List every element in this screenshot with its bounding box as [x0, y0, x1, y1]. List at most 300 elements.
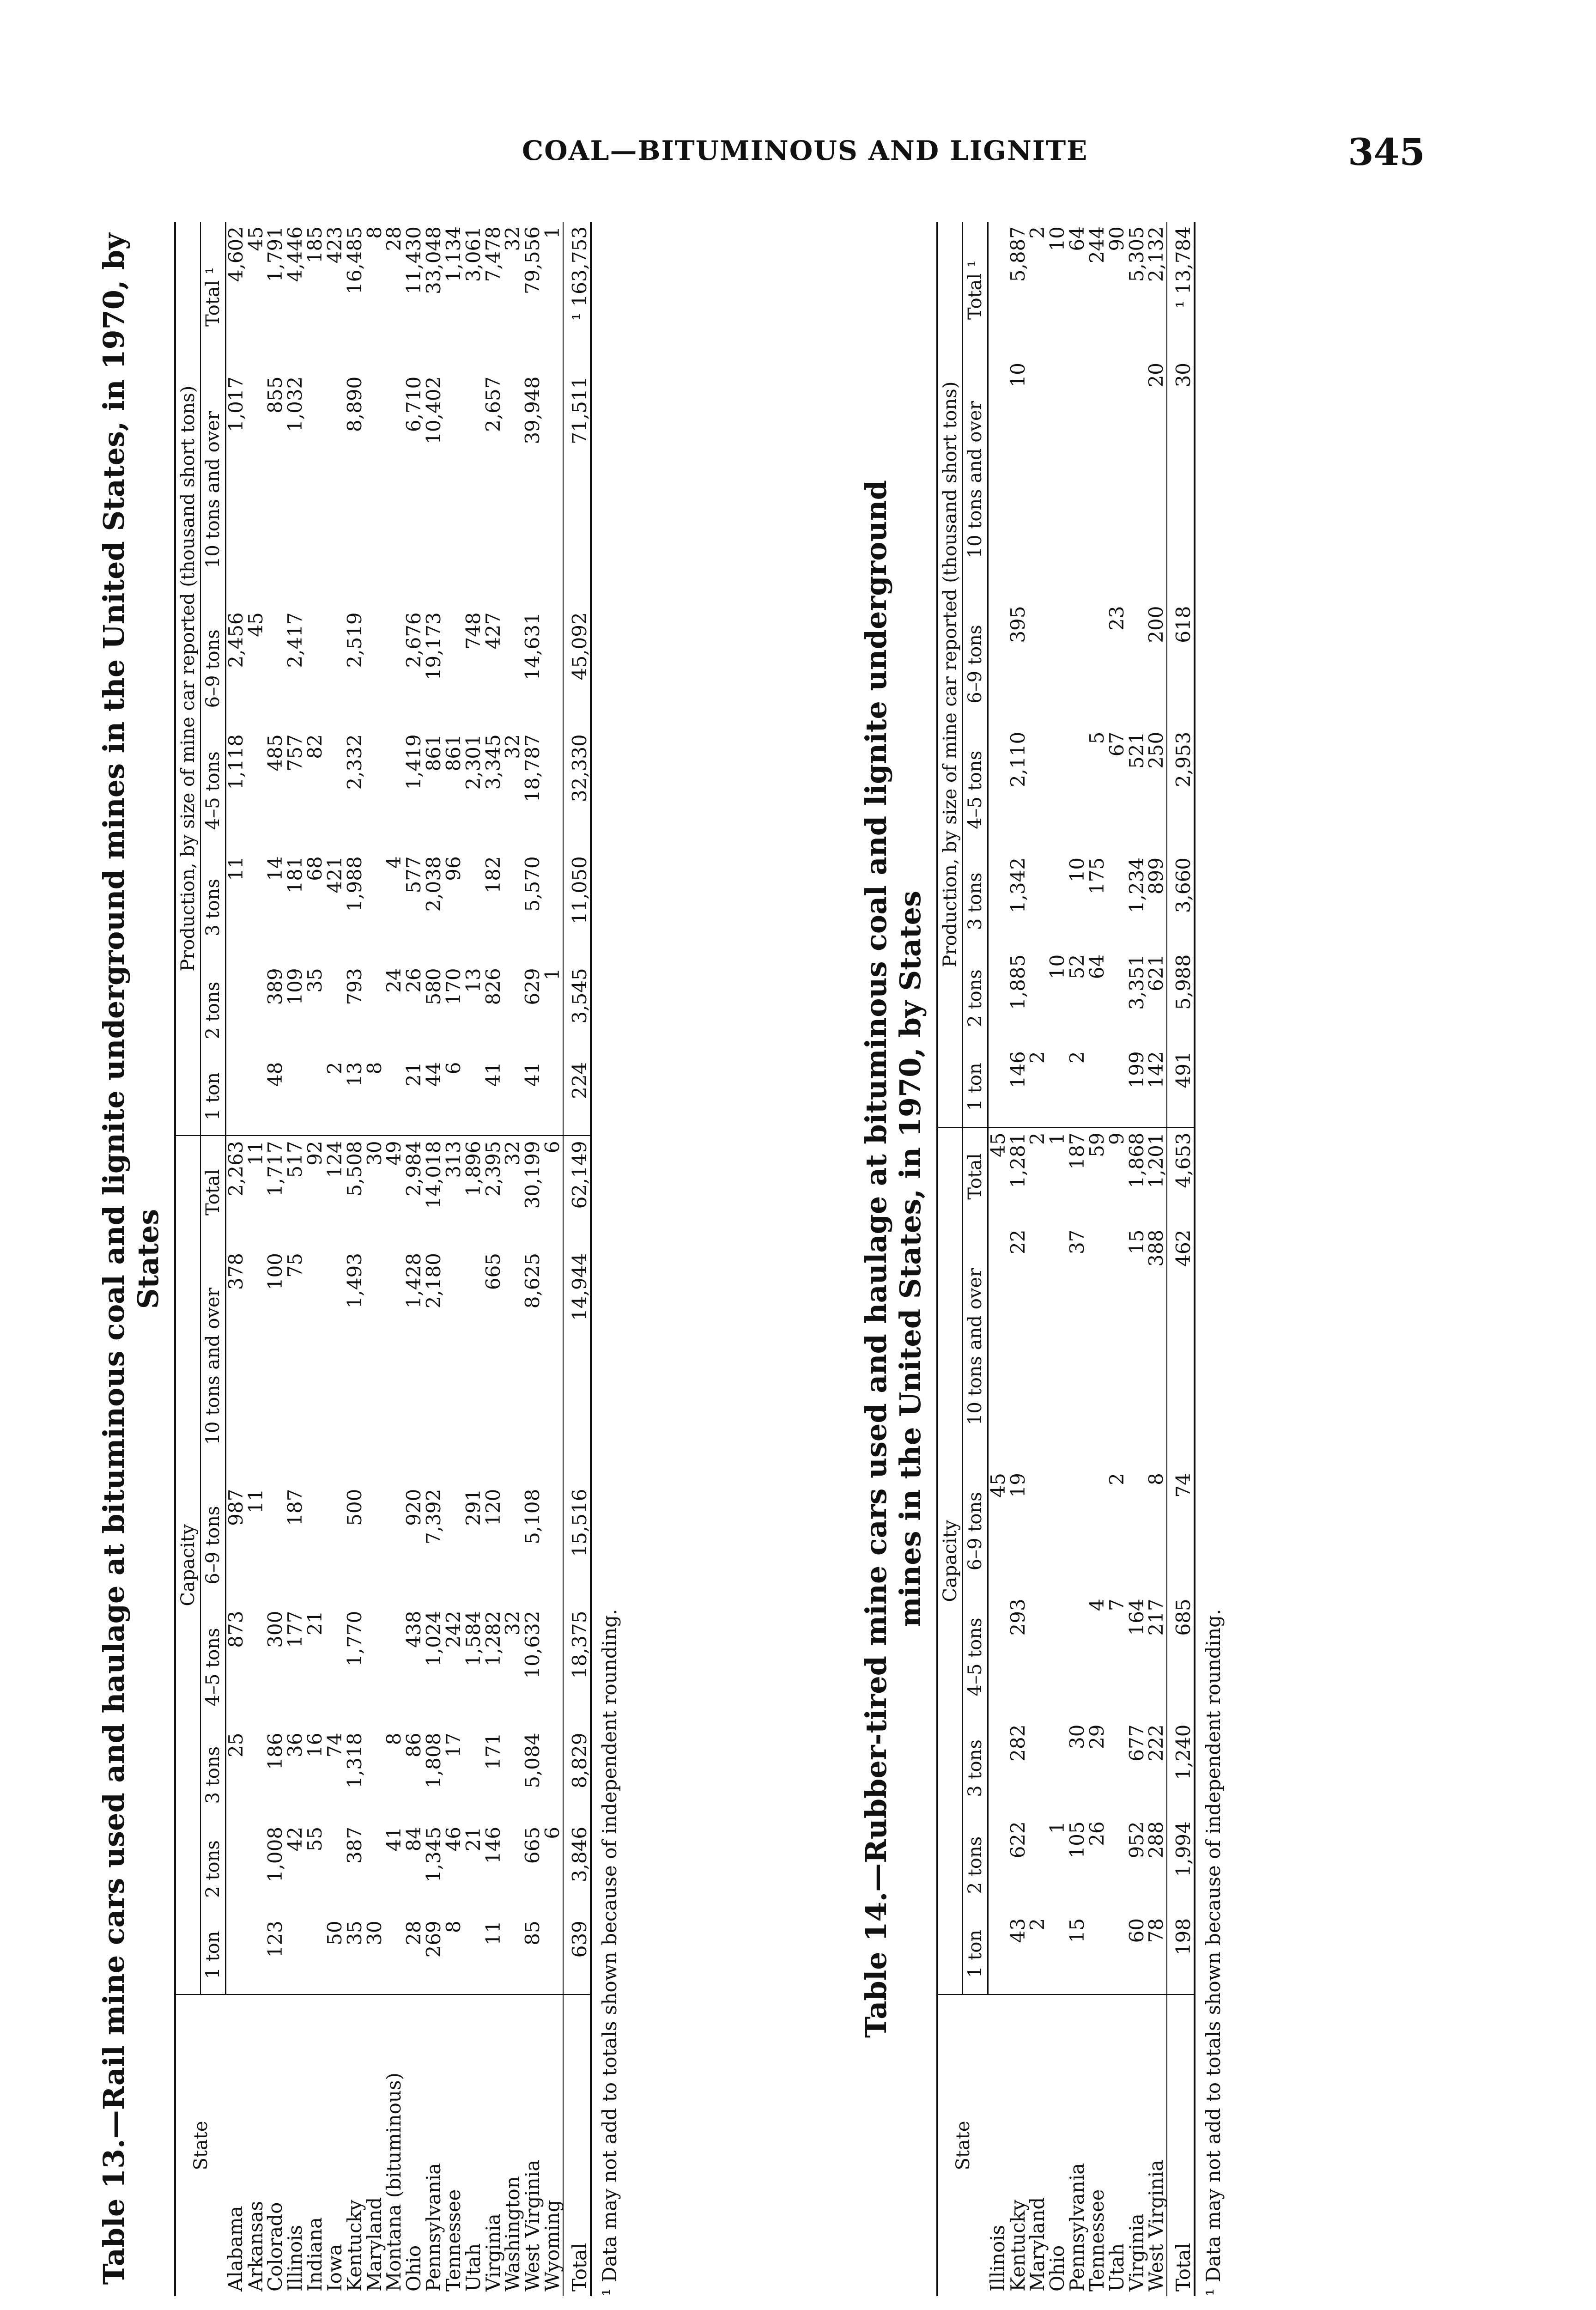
production-cell — [988, 358, 1008, 602]
capacity-header: Capacity — [937, 1127, 963, 1994]
capacity-cell: 1,493 — [343, 1252, 366, 1309]
production-cell: 2 — [1068, 1046, 1087, 1127]
capacity-cell: 164 — [1125, 1599, 1148, 1636]
production-cell: 2,332 — [343, 734, 366, 790]
table-row — [345, 222, 365, 2296]
capacity-cell: 388 — [1145, 1229, 1168, 1267]
production-cell — [1107, 1046, 1127, 1127]
capacity-cell — [464, 1916, 484, 1994]
production-cell: 793 — [343, 968, 366, 1005]
state-cell: Illinois — [284, 2225, 307, 2292]
state-cell: West Virginia — [521, 2159, 544, 2292]
capacity-cell: 8,829 — [563, 1728, 591, 1822]
capacity-cell: 74 — [1167, 1468, 1195, 1594]
capacity-cell: 30,199 — [521, 1141, 544, 1209]
state-cell: Iowa — [323, 2244, 346, 2292]
capacity-cell: 1,240 — [1167, 1720, 1195, 1817]
production-cell: 90 — [1105, 226, 1128, 251]
production-cell: 11 — [224, 856, 247, 881]
capacity-cell — [384, 1484, 404, 1606]
production-cell: 18,787 — [521, 734, 544, 802]
capacity-column-header: 10 tons and over — [963, 1225, 988, 1469]
capacity-cell: 1 — [1046, 1132, 1069, 1145]
production-cell: 491 — [1167, 1046, 1195, 1127]
production-cell: 2,953 — [1167, 727, 1195, 853]
capacity-cell: 43 — [1008, 1914, 1028, 1994]
production-cell: 861 — [422, 734, 445, 772]
capacity-cell: 41 — [382, 1826, 406, 1852]
production-cell — [1107, 853, 1127, 950]
production-cell — [1087, 358, 1107, 602]
capacity-cell: 18,375 — [563, 1606, 591, 1728]
capacity-column-header: 1 ton — [200, 1916, 226, 1994]
capacity-cell — [503, 1728, 523, 1822]
production-cell: 3,545 — [563, 963, 591, 1057]
table-row — [1008, 222, 1028, 2296]
production-cell: 826 — [481, 968, 504, 1005]
total-row — [1167, 222, 1195, 2296]
production-cell: 39,948 — [521, 376, 544, 444]
capacity-cell — [225, 1916, 246, 1994]
production-cell — [1048, 853, 1068, 950]
capacity-cell: 873 — [224, 1611, 247, 1648]
production-cell: 199 — [1127, 1046, 1147, 1127]
production-cell: 861 — [442, 734, 465, 772]
capacity-cell: 187 — [284, 1489, 307, 1526]
capacity-cell: 37 — [1066, 1229, 1089, 1255]
capacity-cell — [1087, 1468, 1107, 1594]
production-cell: 618 — [1167, 602, 1195, 727]
table-row — [1028, 222, 1048, 2296]
production-cell: 421 — [323, 856, 346, 894]
production-cell: 2,657 — [481, 376, 504, 432]
production-cell: 8,890 — [343, 376, 366, 432]
production-cell: 185 — [303, 226, 327, 264]
production-cell — [464, 1058, 484, 1136]
state-cell: Ohio — [402, 2245, 425, 2292]
production-cell: 96 — [442, 856, 465, 881]
production-cell: 23 — [1105, 606, 1128, 631]
capacity-cell: 30 — [363, 1141, 386, 1166]
production-column-header: Total ¹ — [200, 222, 226, 372]
capacity-column-header: 6–9 tons — [963, 1468, 988, 1594]
capacity-cell: 665 — [521, 1826, 544, 1864]
capacity-cell — [246, 1728, 266, 1822]
production-column-header: 10 tons and over — [200, 372, 226, 608]
production-cell — [1028, 358, 1048, 602]
capacity-cell — [988, 1914, 1008, 1994]
production-cell: 181 — [284, 856, 307, 894]
table-row — [225, 222, 246, 2296]
production-cell — [988, 1046, 1008, 1127]
production-cell: 2,417 — [284, 612, 307, 668]
production-cell — [246, 963, 266, 1057]
production-cell — [246, 851, 266, 963]
capacity-cell: 5,084 — [521, 1732, 544, 1788]
capacity-cell: 685 — [1167, 1594, 1195, 1720]
total-row — [563, 222, 591, 2296]
capacity-cell: 32 — [501, 1611, 524, 1636]
production-cell: 2 — [325, 1058, 345, 1136]
capacity-cell: 438 — [402, 1611, 425, 1648]
capacity-cell: 84 — [402, 1826, 425, 1852]
capacity-cell: 86 — [402, 1732, 425, 1757]
capacity-cell: 21 — [303, 1611, 327, 1636]
capacity-cell — [384, 1916, 404, 1994]
production-cell: 8 — [365, 1058, 385, 1136]
production-cell: 423 — [323, 226, 346, 264]
capacity-cell — [365, 1248, 385, 1484]
capacity-cell: 1,896 — [461, 1141, 485, 1197]
production-column-header: 1 ton — [200, 1058, 226, 1136]
production-cell: 1,017 — [224, 376, 247, 432]
capacity-cell: 387 — [343, 1826, 366, 1864]
capacity-cell: 17 — [442, 1732, 465, 1757]
capacity-cell: 11 — [244, 1489, 267, 1514]
production-cell: 389 — [264, 968, 287, 1005]
capacity-cell: 123 — [266, 1916, 285, 1994]
production-cell — [464, 372, 484, 608]
capacity-cell: 10,632 — [521, 1611, 544, 1679]
table-row — [988, 222, 1008, 2296]
production-cell: 26 — [402, 968, 425, 993]
production-cell — [988, 602, 1008, 727]
capacity-cell: 1,318 — [343, 1732, 366, 1788]
production-cell — [266, 608, 285, 729]
production-cell: 2 — [1028, 1046, 1048, 1127]
capacity-cell: 187 — [1066, 1132, 1089, 1170]
capacity-cell — [1028, 1468, 1048, 1594]
page-number: 345 — [1348, 130, 1425, 174]
capacity-cell — [1028, 1594, 1048, 1720]
capacity-cell: 6 — [541, 1141, 564, 1154]
capacity-cell: 21 — [461, 1826, 485, 1852]
capacity-cell — [444, 1248, 464, 1484]
capacity-cell — [384, 1606, 404, 1728]
capacity-column-header: 3 tons — [200, 1728, 226, 1822]
capacity-cell — [503, 1248, 523, 1484]
capacity-cell: 25 — [224, 1732, 247, 1757]
capacity-cell: 291 — [461, 1489, 485, 1526]
capacity-cell: 46 — [442, 1826, 465, 1852]
table-row — [365, 222, 385, 2296]
production-cell: ¹ 163,753 — [563, 222, 591, 372]
capacity-cell — [988, 1594, 1008, 1720]
capacity-column-header: 4–5 tons — [200, 1606, 226, 1728]
capacity-cell: 1,428 — [402, 1252, 425, 1309]
production-cell: 5 — [1085, 731, 1108, 744]
table-row — [444, 222, 464, 2296]
production-cell: 5,988 — [1167, 950, 1195, 1047]
capacity-cell: 30 — [365, 1916, 385, 1994]
production-cell: 41 — [484, 1058, 504, 1136]
capacity-header: Capacity — [175, 1136, 200, 1994]
production-cell — [1028, 853, 1048, 950]
production-cell — [384, 1058, 404, 1136]
production-cell: 30 — [1167, 358, 1195, 602]
production-cell: 68 — [303, 856, 327, 881]
state-cell: Total — [1167, 1994, 1195, 2296]
table-row — [246, 222, 266, 2296]
production-cell: 175 — [1085, 857, 1108, 895]
capacity-cell — [1048, 1720, 1068, 1817]
production-cell — [325, 729, 345, 851]
capacity-cell — [1087, 1914, 1107, 1994]
table-14-block — [859, 222, 1432, 2296]
production-cell — [503, 372, 523, 608]
capacity-cell — [365, 1728, 385, 1822]
capacity-cell: 3,846 — [563, 1822, 591, 1916]
state-header: State — [175, 1994, 226, 2296]
production-cell: 4 — [382, 856, 406, 869]
capacity-cell: 4 — [1085, 1599, 1108, 1611]
production-cell: 3,660 — [1167, 853, 1195, 950]
production-cell: 10,402 — [422, 376, 445, 444]
state-cell: Maryland — [363, 2197, 386, 2292]
production-cell — [543, 729, 563, 851]
table-row — [424, 222, 444, 2296]
table-14-footnote: ¹ Data may not add to totals shown because of independent rounding. — [1202, 1609, 1225, 2296]
production-cell: 5,887 — [1006, 226, 1029, 282]
production-cell: 1,419 — [402, 734, 425, 790]
production-cell: 757 — [284, 734, 307, 772]
state-cell: Kentucky — [1006, 2200, 1029, 2292]
production-cell — [384, 608, 404, 729]
capacity-column-header: 2 tons — [200, 1822, 226, 1916]
capacity-cell: 85 — [523, 1916, 543, 1994]
capacity-cell: 6 — [541, 1826, 564, 1839]
capacity-cell: 11 — [244, 1141, 267, 1166]
production-cell: 14,631 — [521, 612, 544, 681]
capacity-cell — [543, 1606, 563, 1728]
production-cell: 41 — [523, 1058, 543, 1136]
production-cell — [305, 1058, 325, 1136]
capacity-cell: 9 — [1105, 1132, 1128, 1145]
production-cell: 485 — [264, 734, 287, 772]
capacity-cell: 45 — [986, 1473, 1009, 1498]
production-cell — [543, 1058, 563, 1136]
production-cell — [1107, 950, 1127, 1047]
table-14-caption: Table 14.—Rubber-tired mine cars used and haulage at bituminous coal and lignite underground mines in the United States, in 1970, by States — [859, 480, 928, 2038]
capacity-cell — [305, 1248, 325, 1484]
state-cell: Ohio — [1046, 2245, 1069, 2292]
production-cell — [285, 1058, 305, 1136]
capacity-cell: 1,770 — [343, 1611, 366, 1666]
capacity-cell: 952 — [1125, 1821, 1148, 1859]
production-cell — [1028, 602, 1048, 727]
capacity-cell — [1087, 1225, 1107, 1469]
capacity-cell: 30 — [1066, 1724, 1089, 1750]
table-row — [484, 222, 504, 2296]
production-cell: 3,061 — [461, 226, 485, 282]
production-cell: 1 — [541, 226, 564, 239]
production-cell: 899 — [1145, 857, 1168, 895]
production-cell: 67 — [1105, 731, 1128, 757]
table-row — [384, 222, 404, 2296]
production-cell: 5,305 — [1125, 226, 1148, 282]
production-column-header: 1 ton — [963, 1046, 988, 1127]
production-cell — [246, 729, 266, 851]
capacity-cell: 517 — [284, 1141, 307, 1178]
capacity-cell — [503, 1484, 523, 1606]
production-cell — [543, 608, 563, 729]
production-cell: 13 — [345, 1058, 365, 1136]
production-cell — [503, 963, 523, 1057]
state-header: State — [937, 1994, 988, 2296]
capacity-cell: 2,984 — [402, 1141, 425, 1197]
production-cell: 244 — [1085, 226, 1108, 264]
table-row — [523, 222, 543, 2296]
production-cell: 10 — [1066, 857, 1089, 882]
capacity-cell — [246, 1248, 266, 1484]
production-cell — [1048, 358, 1068, 602]
capacity-cell: 987 — [224, 1489, 247, 1526]
state-cell: Illinois — [986, 2225, 1009, 2292]
production-cell: 64 — [1066, 226, 1089, 251]
capacity-cell: 622 — [1006, 1821, 1029, 1859]
production-cell: 2,110 — [1006, 731, 1029, 787]
capacity-cell — [285, 1916, 305, 1994]
production-cell: 2,132 — [1145, 226, 1168, 282]
production-header: Production, by size of mine car reported (thousand short tons) — [937, 222, 963, 1127]
state-cell: Kentucky — [343, 2200, 366, 2292]
production-cell: 45 — [244, 226, 267, 251]
production-cell: 2,456 — [224, 612, 247, 668]
capacity-cell: 35 — [345, 1916, 365, 1994]
production-cell — [1048, 1046, 1068, 1127]
capacity-cell: 1,282 — [481, 1611, 504, 1666]
capacity-cell — [365, 1606, 385, 1728]
production-cell — [988, 853, 1008, 950]
production-cell: 1,234 — [1125, 857, 1148, 913]
state-cell: Colorado — [264, 2202, 287, 2292]
state-cell: Tennessee — [1085, 2189, 1108, 2292]
capacity-cell: 300 — [264, 1611, 287, 1648]
table-row — [503, 222, 523, 2296]
production-cell: 200 — [1145, 606, 1168, 643]
capacity-cell: 378 — [224, 1252, 247, 1290]
capacity-cell — [1048, 1225, 1068, 1469]
production-cell — [444, 372, 464, 608]
capacity-cell: 1 — [1046, 1821, 1069, 1834]
capacity-column-header: 6–9 tons — [200, 1484, 226, 1606]
capacity-cell: 59 — [1085, 1132, 1108, 1157]
capacity-cell — [988, 1817, 1008, 1914]
production-cell: 11,050 — [563, 851, 591, 963]
production-cell: 4,602 — [224, 226, 247, 282]
capacity-column-header: Total — [200, 1136, 226, 1248]
capacity-cell — [543, 1728, 563, 1822]
production-cell — [365, 729, 385, 851]
production-cell — [444, 608, 464, 729]
capacity-cell: 50 — [325, 1916, 345, 1994]
capacity-cell: 42 — [284, 1826, 307, 1852]
capacity-cell: 75 — [284, 1252, 307, 1278]
capacity-cell: 92 — [303, 1141, 327, 1166]
state-cell: Pennsylvania — [422, 2163, 445, 2292]
state-cell: Virginia — [1125, 2213, 1148, 2292]
production-cell: 44 — [424, 1058, 444, 1136]
capacity-cell — [1127, 1468, 1147, 1594]
table-row — [404, 222, 424, 2296]
capacity-cell: 15 — [1125, 1229, 1148, 1255]
capacity-cell: 677 — [1125, 1724, 1148, 1762]
table-row — [1127, 222, 1147, 2296]
table-row — [1147, 222, 1167, 2296]
capacity-cell — [1107, 1817, 1127, 1914]
capacity-cell: 462 — [1167, 1225, 1195, 1469]
production-cell: 2 — [1026, 226, 1049, 239]
production-cell — [1107, 358, 1127, 602]
capacity-cell: 293 — [1006, 1599, 1029, 1636]
production-cell: 6,710 — [402, 376, 425, 432]
production-cell: 182 — [481, 856, 504, 894]
capacity-cell: 49 — [382, 1141, 406, 1166]
capacity-cell — [246, 1606, 266, 1728]
capacity-cell: 1,024 — [422, 1611, 445, 1666]
capacity-cell — [543, 1484, 563, 1606]
production-cell: 64 — [1085, 954, 1108, 979]
capacity-cell: 2,395 — [481, 1141, 504, 1197]
production-cell: 82 — [303, 734, 327, 759]
capacity-cell: 8 — [444, 1916, 464, 1994]
production-cell: 2,301 — [461, 734, 485, 790]
capacity-cell — [1107, 1720, 1127, 1817]
capacity-cell: 55 — [303, 1826, 327, 1852]
production-cell: 5,570 — [521, 856, 544, 912]
production-cell: 8 — [363, 226, 386, 239]
production-cell: 577 — [402, 856, 425, 894]
state-cell: Montana (bituminous) — [382, 2073, 406, 2292]
capacity-cell — [988, 1225, 1008, 1469]
production-cell — [543, 372, 563, 608]
production-cell: 19,173 — [422, 612, 445, 681]
production-cell: 427 — [481, 612, 504, 650]
production-cell: 109 — [284, 968, 307, 1005]
production-cell — [305, 608, 325, 729]
capacity-cell: 4,653 — [1167, 1127, 1195, 1225]
capacity-cell: 1,994 — [1167, 1817, 1195, 1914]
production-cell: 45 — [244, 612, 267, 637]
production-cell — [305, 372, 325, 608]
production-cell: 28 — [382, 226, 406, 251]
capacity-cell — [246, 1916, 266, 1994]
capacity-cell: 45 — [986, 1132, 1009, 1157]
capacity-cell — [503, 1822, 523, 1916]
capacity-cell: 1,201 — [1145, 1132, 1168, 1188]
production-cell: 6 — [444, 1058, 464, 1136]
production-cell: 32,330 — [563, 729, 591, 851]
capacity-cell: 269 — [424, 1916, 444, 1994]
production-cell — [365, 608, 385, 729]
table-row — [325, 222, 345, 2296]
production-cell: 4,446 — [284, 226, 307, 282]
production-column-header: 6–9 tons — [963, 602, 988, 727]
production-cell: 1,791 — [264, 226, 287, 282]
production-cell — [1087, 1046, 1107, 1127]
state-cell: Arkansas — [244, 2201, 267, 2292]
state-cell: Alabama — [224, 2206, 247, 2292]
capacity-cell — [266, 1484, 285, 1606]
capacity-cell — [305, 1484, 325, 1606]
capacity-cell: 15 — [1068, 1914, 1087, 1994]
capacity-column-header: 2 tons — [963, 1817, 988, 1914]
table-row — [543, 222, 563, 2296]
capacity-cell — [325, 1606, 345, 1728]
capacity-cell: 186 — [264, 1732, 287, 1770]
capacity-cell — [305, 1916, 325, 1994]
production-cell — [1127, 358, 1147, 602]
